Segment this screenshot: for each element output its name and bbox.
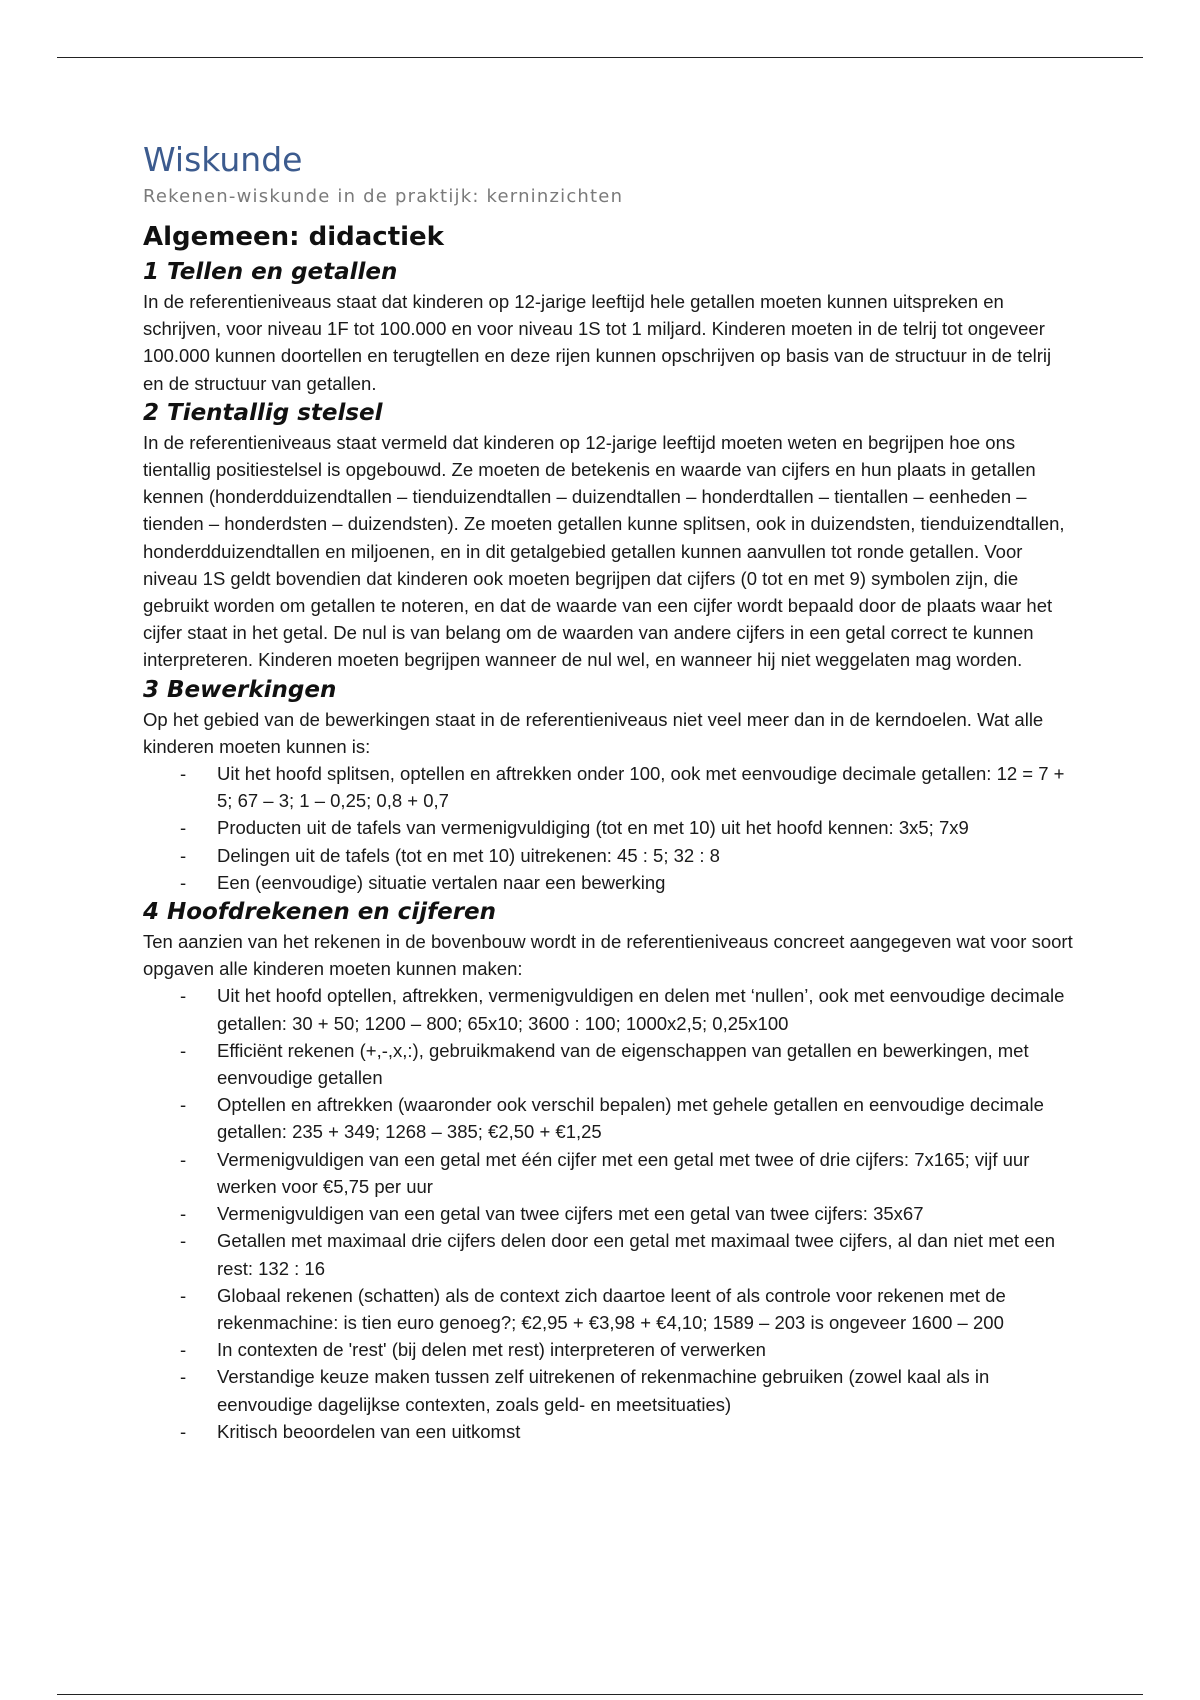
section-heading: 3 Bewerkingen — [143, 676, 337, 703]
list-item — [180, 1146, 1073, 1200]
list-item-text: Getallen met maximaal drie cijfers delen door een getal met maximaal twee cijfers, al dan niet met een rest: 132 : 16 — [217, 1230, 1056, 1279]
bullet-dash-icon: - — [180, 985, 187, 1007]
list-item-text: Verstandige keuze maken tussen zelf uitrekenen of rekenmachine gebruiken (zowel kaal als in eenvoudige dagelijkse contexten, zoals geld- en meetsituaties) — [217, 1366, 990, 1415]
bullet-dash-icon: - — [180, 1230, 187, 1252]
list-item — [180, 1200, 1073, 1227]
bullet-dash-icon: - — [180, 871, 187, 893]
bullet-list — [143, 982, 1073, 1444]
section-heading: 2 Tientallig stelsel — [143, 399, 383, 426]
list-item — [180, 1037, 1073, 1091]
list-item-text: Optellen en aftrekken (waaronder ook verschil bepalen) met gehele getallen en eenvoudige decimale getallen: 235 + 349; 1268 – 385; €2,50 + €1,25 — [217, 1094, 1044, 1143]
bullet-dash-icon: - — [180, 1203, 187, 1225]
bullet-dash-icon: - — [180, 1284, 187, 1306]
sections-container — [143, 256, 1073, 1445]
list-item-text: Vermenigvuldigen van een getal met één cijfer met een getal met twee of drie cijfers: 7x165; vijf uur werken voor €5,75 per uur — [217, 1148, 1030, 1197]
list-item — [180, 869, 1073, 896]
document-subtitle: Rekenen-wiskunde in de praktijk: kerninzichten — [143, 186, 624, 207]
list-item — [180, 1227, 1073, 1281]
document-title: Wiskunde — [143, 140, 303, 179]
bullet-dash-icon: - — [180, 844, 187, 866]
list-item — [180, 1336, 1073, 1363]
list-item-text: Efficiënt rekenen (+,-,x,:), gebruikmakend van de eigenschappen van getallen en bewerkingen, met eenvoudige getallen — [217, 1039, 1029, 1089]
list-item-text: Globaal rekenen (schatten) als de context zich daartoe leent of als controle voor rekenen met de rekenmachine: is tien euro genoeg?; €2,95 + €3,98 + €4,10; 1589 – 203 is ongeveer 1600 – 200 — [217, 1284, 1006, 1333]
list-item-text: Kritisch beoordelen van een uitkomst — [217, 1420, 521, 1442]
list-item — [180, 814, 1073, 841]
list-item — [180, 1418, 1073, 1445]
bullet-list — [143, 760, 1073, 896]
list-item — [180, 760, 1073, 814]
section-paragraph: In de referentieniveaus staat vermeld dat kinderen op 12-jarige leeftijd moeten weten en begrijpen hoe ons tientallig positiestelsel is opgebouwd. Ze moeten de betekenis en waarde van cijfers en hun plaats in getallen kennen (honderdduizendtallen – tienduizendtallen – duizendtallen – honderdtallen – tientallen – eenheden – tienden – honderdsten – duizendsten). Ze moeten getallen kunne splitsen, ook in duizendsten, tienduizendtallen, honderdduizendtallen en miljoenen, en in dit getalgebied getallen kunnen aanvullen tot ronde getallen. Voor niveau 1S geldt bovendien dat kinderen ook moeten begrijpen dat cijfers (0 tot en met 9) symbolen zijn, die gebruikt worden om getallen te noteren, en dat de waarde van een cijfer wordt bepaald door de plaats waar het cijfer staat in het getal. De nul is van belang om de waarden van andere cijfers in een getal correct te kunnen interpreteren. Kinderen moeten begrijpen wanneer de nul wel, en wanneer hij niet weggelaten mag worden. — [143, 431, 1065, 671]
list-item-text: Uit het hoofd splitsen, optellen en aftrekken onder 100, ook met eenvoudige decimale getallen: 12 = 7 + 5; 67 – 3; 1 – 0,25; 0,8 + 0,7 — [217, 763, 1065, 812]
bullet-dash-icon: - — [180, 763, 187, 785]
list-item — [180, 982, 1073, 1036]
section-paragraph: Ten aanzien van het rekenen in de bovenbouw wordt in de referentieniveaus concreet aangegeven wat voor soort opgaven alle kinderen moeten kunnen maken: — [143, 931, 1073, 980]
list-item — [180, 1282, 1073, 1336]
page-content — [143, 136, 1073, 1445]
list-item-text: In contexten de 'rest' (bij delen met rest) interpreteren of verwerken — [217, 1339, 766, 1361]
bullet-dash-icon: - — [180, 1420, 187, 1442]
bullet-dash-icon: - — [180, 1366, 187, 1388]
bullet-dash-icon: - — [180, 1339, 187, 1361]
bullet-dash-icon: - — [180, 1039, 187, 1061]
section-heading: 1 Tellen en getallen — [143, 259, 398, 285]
main-heading: Algemeen: didactiek — [143, 222, 444, 252]
list-item-text: Uit het hoofd optellen, aftrekken, vermenigvuldigen en delen met ‘nullen’, ook met eenvoudige decimale getallen: 30 + 50; 1200 – 800; 65x10; 3600 : 100; 1000x2,5; 0,25x100 — [217, 985, 1065, 1034]
section-paragraph: Op het gebied van de bewerkingen staat in de referentieniveaus niet veel meer dan in de kerndoelen. Wat alle kinderen moeten kunnen is: — [143, 708, 1044, 757]
list-item-text: Delingen uit de tafels (tot en met 10) uitrekenen: 45 : 5; 32 : 8 — [217, 844, 720, 866]
list-item — [180, 1091, 1073, 1145]
list-item-text: Vermenigvuldigen van een getal van twee cijfers met een getal van twee cijfers: 35x67 — [217, 1203, 924, 1225]
list-item-text: Producten uit de tafels van vermenigvuldiging (tot en met 10) uit het hoofd kennen: 3x5; 7x9 — [217, 817, 969, 839]
bullet-dash-icon: - — [180, 1148, 187, 1170]
list-item — [180, 1363, 1073, 1417]
header-rule — [57, 57, 1143, 58]
list-item — [180, 842, 1073, 869]
section-paragraph: In de referentieniveaus staat dat kinderen op 12-jarige leeftijd hele getallen moeten kunnen uitspreken en schrijven, voor niveau 1F tot 100.000 en voor niveau 1S tot 1 miljard. Kinderen moeten in de telrij tot ongeveer 100.000 kunnen doortellen en terugtellen en deze rijen kunnen opschrijven op basis van de structuur in de telrij en de structuur van getallen. — [143, 291, 1052, 394]
section-heading: 4 Hoofdrekenen en cijferen — [143, 899, 497, 926]
bullet-dash-icon: - — [180, 1094, 187, 1116]
bullet-dash-icon: - — [180, 817, 187, 839]
list-item-text: Een (eenvoudige) situatie vertalen naar een bewerking — [217, 871, 666, 893]
footer-rule — [57, 1694, 1143, 1695]
